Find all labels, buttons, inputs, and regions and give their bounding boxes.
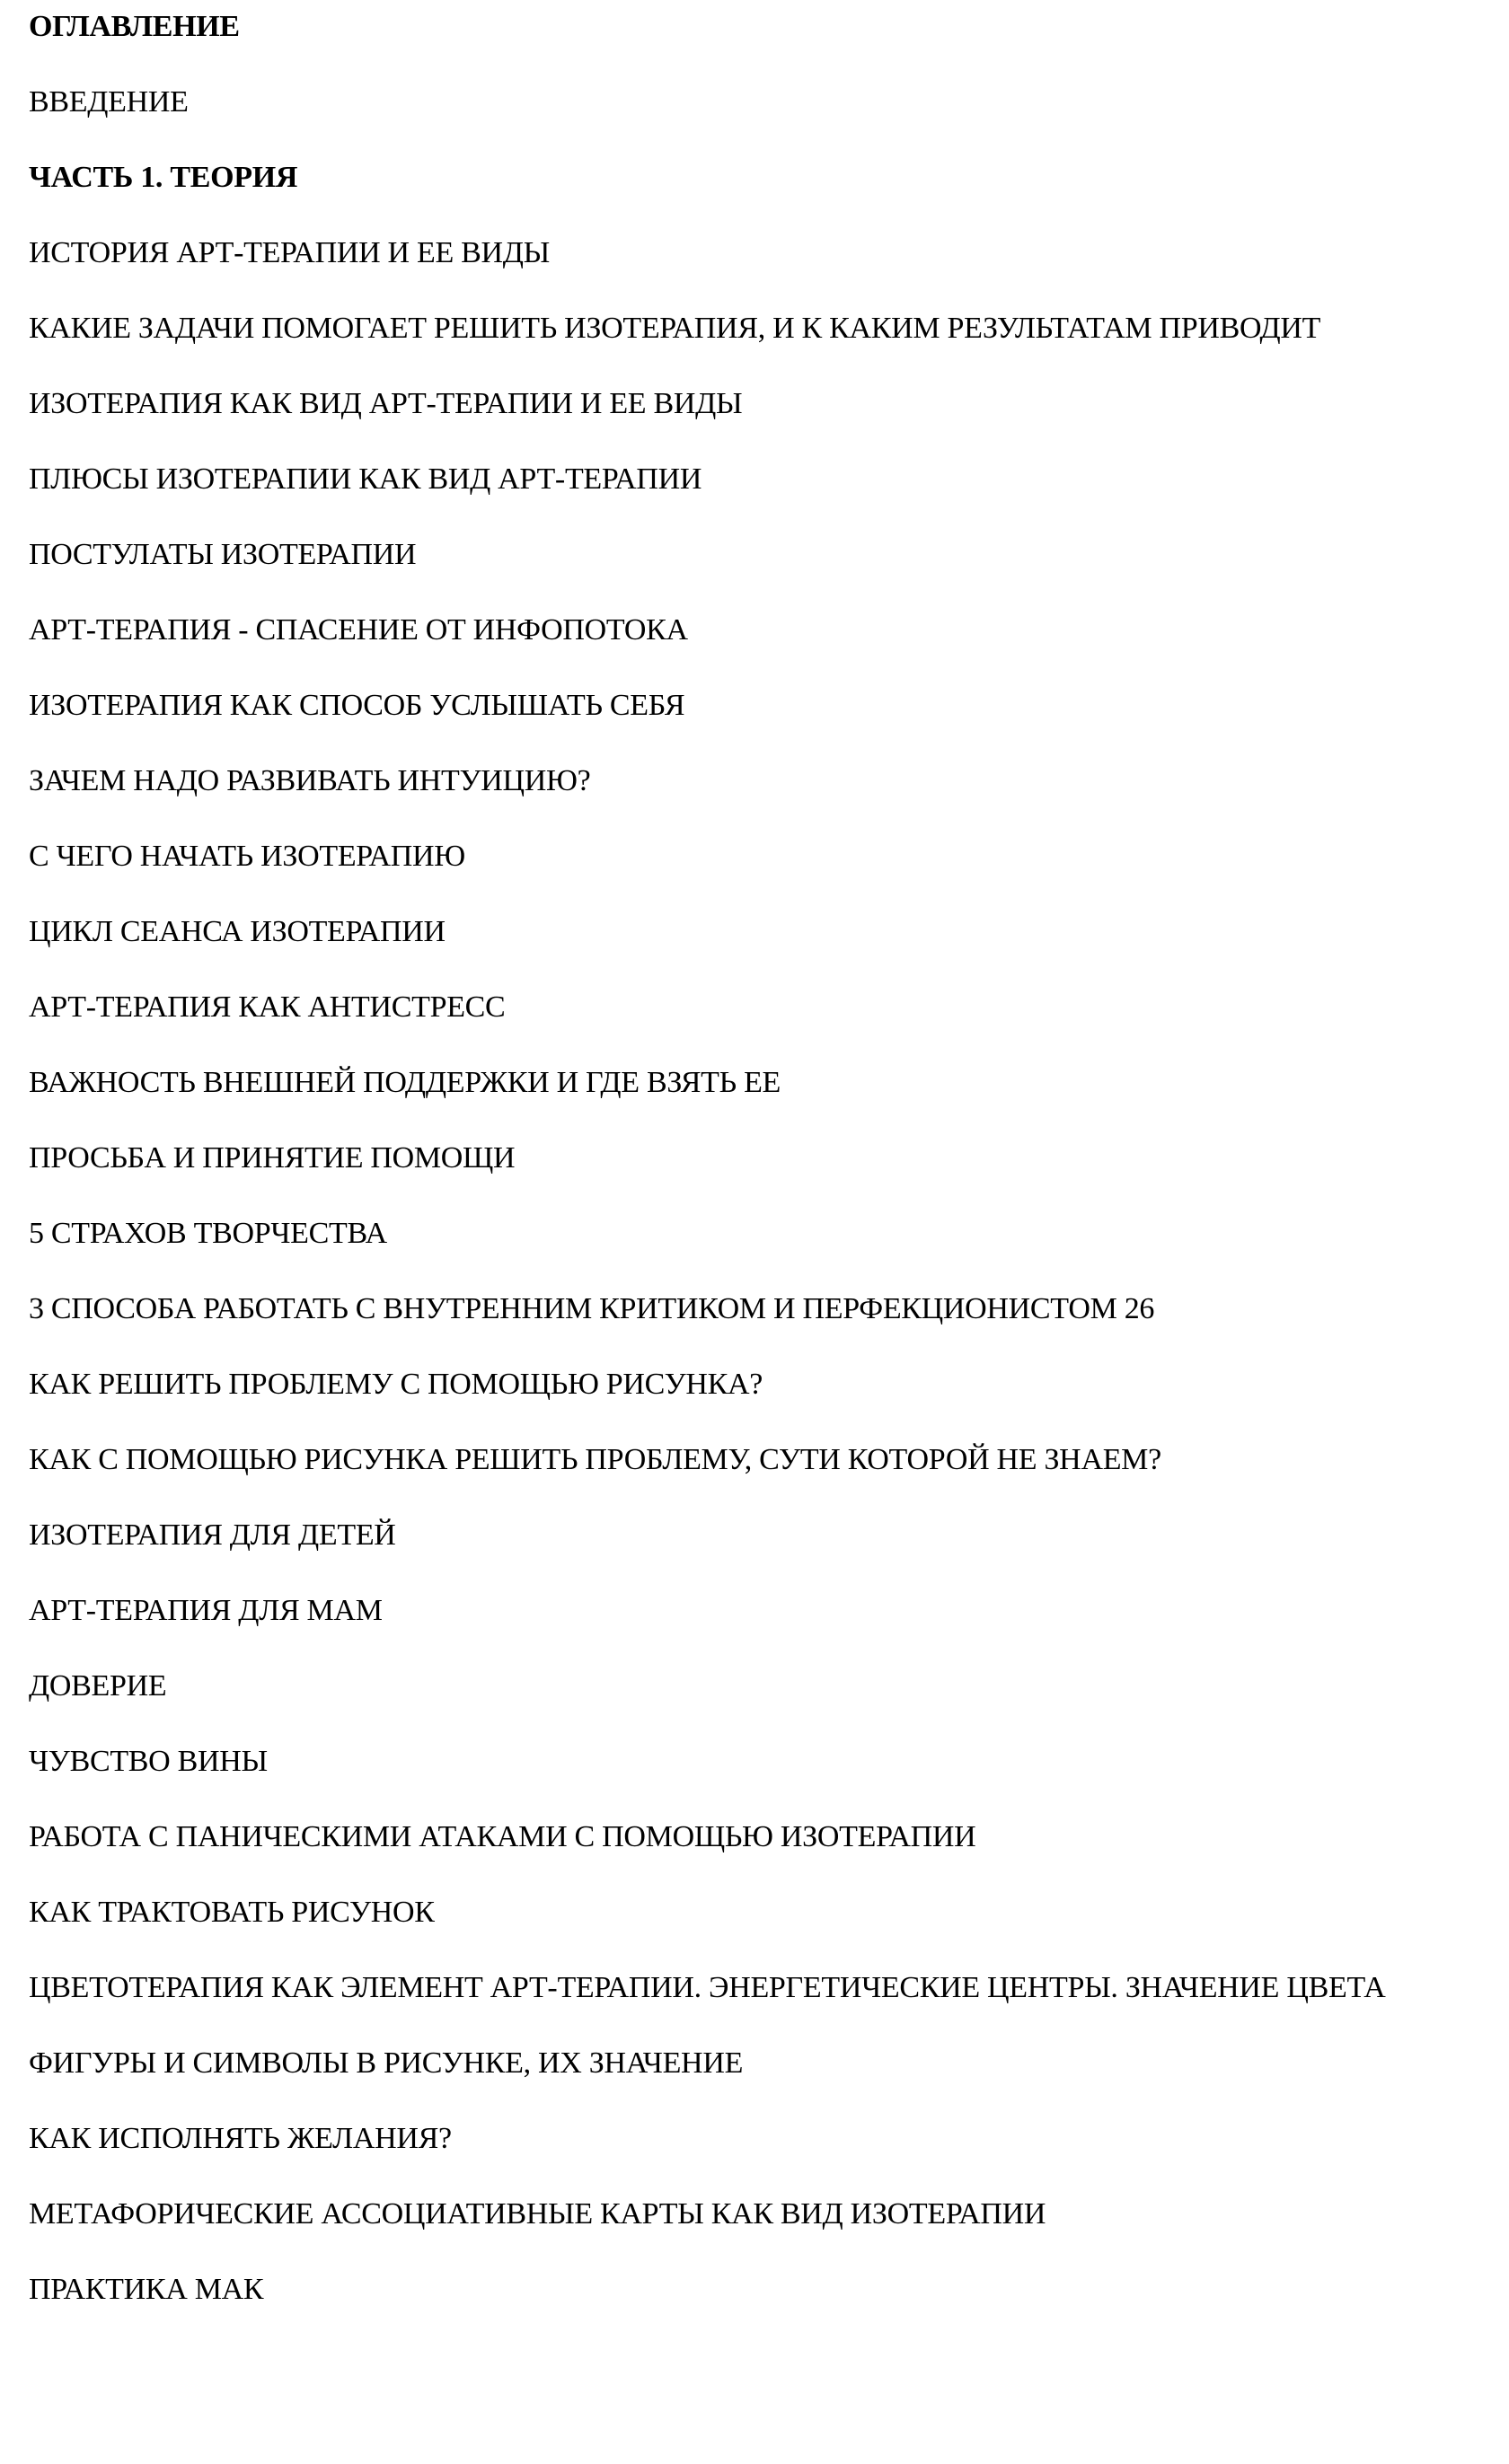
toc-item[interactable]: КАКИЕ ЗАДАЧИ ПОМОГАЕТ РЕШИТЬ ИЗОТЕРАПИЯ, И К КАКИМ РЕЗУЛЬТАТАМ ПРИВОДИТ	[29, 312, 1321, 345]
toc-item[interactable]: РАБОТА С ПАНИЧЕСКИМИ АТАКАМИ С ПОМОЩЬЮ ИЗОТЕРАПИИ	[29, 1820, 976, 1853]
toc-item[interactable]: АРТ-ТЕРАПИЯ - СПАСЕНИЕ ОТ ИНФОПОТОКА	[29, 613, 688, 647]
toc-item[interactable]: МЕТАФОРИЧЕСКИЕ АССОЦИАТИВНЫЕ КАРТЫ КАК ВИД ИЗОТЕРАПИИ	[29, 2197, 1046, 2231]
toc-item[interactable]: ИЗОТЕРАПИЯ КАК СПОСОБ УСЛЫШАТЬ СЕБЯ	[29, 689, 685, 722]
toc-item[interactable]: КАК ТРАКТОВАТЬ РИСУНОК	[29, 1896, 435, 1929]
toc-item[interactable]: ЦИКЛ СЕАНСА ИЗОТЕРАПИИ	[29, 915, 446, 948]
toc-item[interactable]: ЧУВСТВО ВИНЫ	[29, 1745, 268, 1778]
toc-item[interactable]: ЦВЕТОТЕРАПИЯ КАК ЭЛЕМЕНТ АРТ-ТЕРАПИИ. ЭНЕРГЕТИЧЕСКИЕ ЦЕНТРЫ. ЗНАЧЕНИЕ ЦВЕТА	[29, 1971, 1386, 2004]
toc-item[interactable]: КАК ИСПОЛНЯТЬ ЖЕЛАНИЯ?	[29, 2122, 452, 2155]
toc-title: ОГЛАВЛЕНИЕ	[29, 10, 240, 43]
toc-item[interactable]: ПОСТУЛАТЫ ИЗОТЕРАПИИ	[29, 538, 417, 571]
toc-item[interactable]: ЗАЧЕМ НАДО РАЗВИВАТЬ ИНТУИЦИЮ?	[29, 764, 591, 797]
toc-item[interactable]: ПЛЮСЫ ИЗОТЕРАПИИ КАК ВИД АРТ-ТЕРАПИИ	[29, 462, 702, 496]
toc-item[interactable]: КАК РЕШИТЬ ПРОБЛЕМУ С ПОМОЩЬЮ РИСУНКА?	[29, 1368, 763, 1401]
toc-item[interactable]: С ЧЕГО НАЧАТЬ ИЗОТЕРАПИЮ	[29, 840, 465, 873]
toc-item[interactable]: 5 СТРАХОВ ТВОРЧЕСТВА	[29, 1217, 387, 1250]
toc-item[interactable]: АРТ-ТЕРАПИЯ ДЛЯ МАМ	[29, 1594, 383, 1627]
toc-item[interactable]: ПРАКТИКА МАК	[29, 2273, 264, 2306]
toc-item[interactable]: ИСТОРИЯ АРТ-ТЕРАПИИ И ЕЕ ВИДЫ	[29, 236, 550, 269]
toc-part-heading[interactable]: ЧАСТЬ 1. ТЕОРИЯ	[29, 161, 298, 194]
toc-item[interactable]: 3 СПОСОБА РАБОТАТЬ С ВНУТРЕННИМ КРИТИКОМ И ПЕРФЕКЦИОНИСТОМ 26	[29, 1292, 1155, 1325]
toc-item[interactable]: АРТ-ТЕРАПИЯ КАК АНТИСТРЕСС	[29, 990, 506, 1024]
toc-item[interactable]: ИЗОТЕРАПИЯ ДЛЯ ДЕТЕЙ	[29, 1518, 396, 1552]
toc-item[interactable]: КАК С ПОМОЩЬЮ РИСУНКА РЕШИТЬ ПРОБЛЕМУ, СУТИ КОТОРОЙ НЕ ЗНАЕМ?	[29, 1443, 1161, 1476]
toc-item[interactable]: ПРОСЬБА И ПРИНЯТИЕ ПОМОЩИ	[29, 1141, 516, 1175]
toc-item[interactable]: ФИГУРЫ И СИМВОЛЫ В РИСУНКЕ, ИХ ЗНАЧЕНИЕ	[29, 2046, 744, 2080]
toc-item[interactable]: ВАЖНОСТЬ ВНЕШНЕЙ ПОДДЕРЖКИ И ГДЕ ВЗЯТЬ ЕЕ	[29, 1066, 781, 1099]
table-of-contents	[29, 0, 1484, 2328]
toc-item[interactable]: ИЗОТЕРАПИЯ КАК ВИД АРТ-ТЕРАПИИ И ЕЕ ВИДЫ	[29, 387, 743, 420]
toc-item-introduction[interactable]: ВВЕДЕНИЕ	[29, 85, 189, 119]
toc-item[interactable]: ДОВЕРИЕ	[29, 1669, 167, 1703]
